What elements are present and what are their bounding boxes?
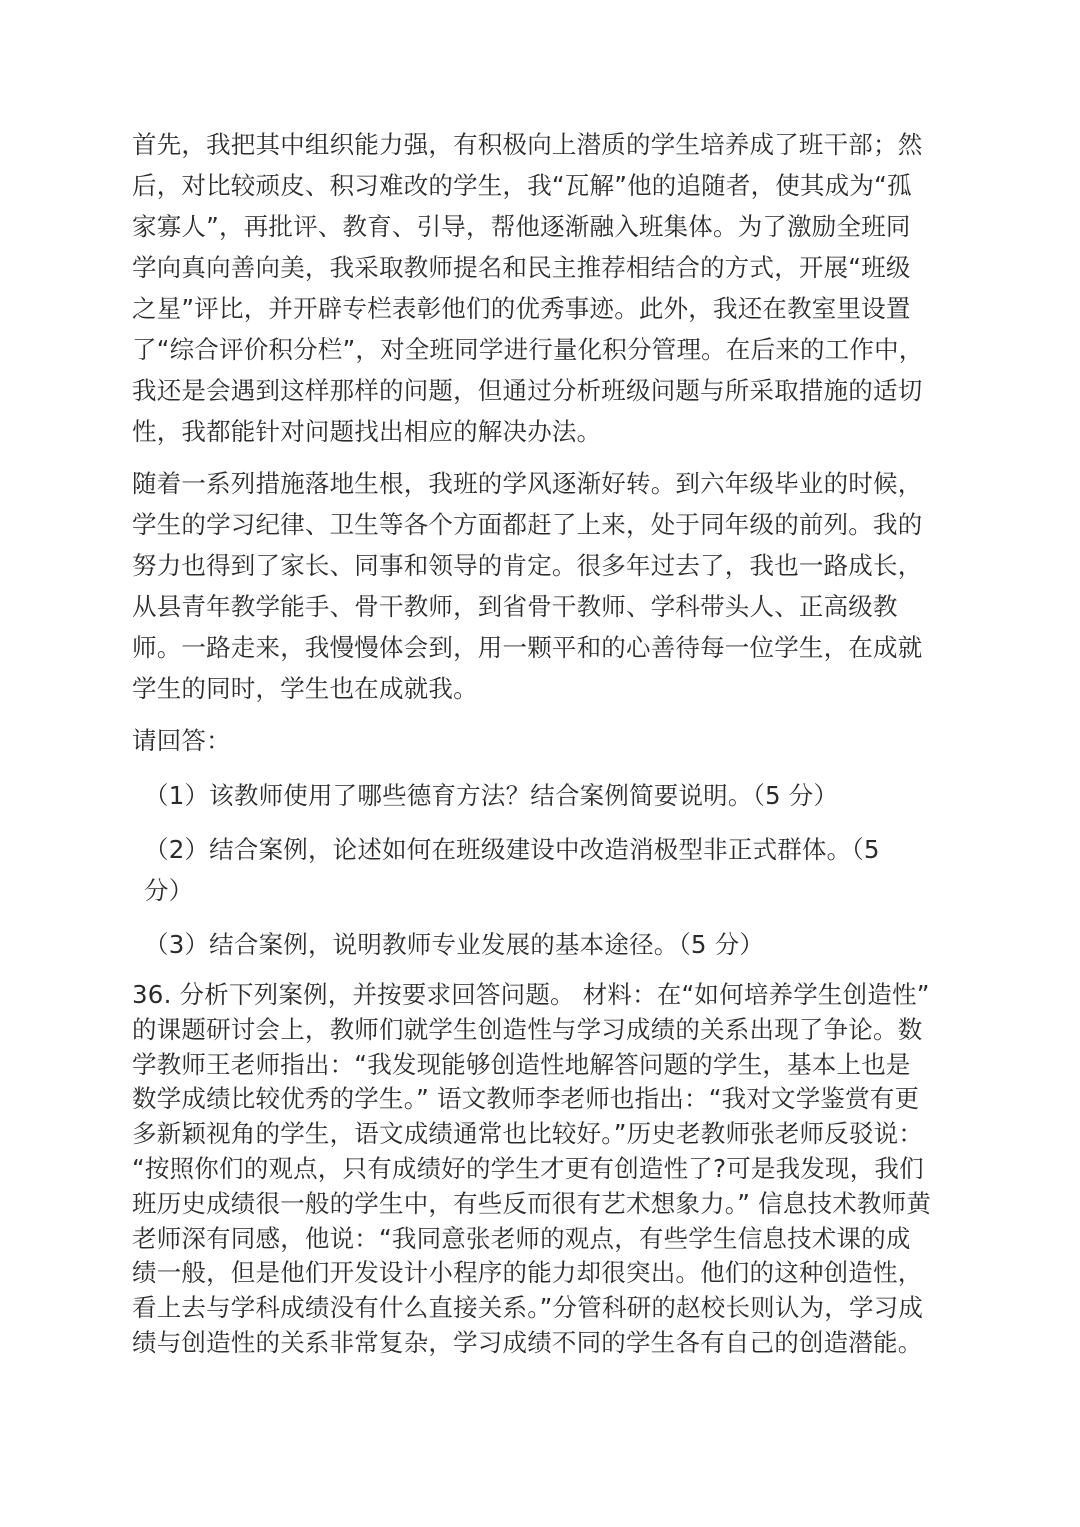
question-3: （3）结合案例，说明教师专业发展的基本途径。（5 分） bbox=[144, 930, 765, 959]
question-2: （2）结合案例，论述如何在班级建设中改造消极型非正式群体。（5 分） bbox=[144, 835, 880, 905]
answer-prompt: 请回答： bbox=[132, 726, 231, 755]
document-body bbox=[132, 124, 952, 1385]
paragraph-results: 随着一系列措施落地生根，我班的学风逐渐好转。到六年级毕业的时候， 学生的学习纪律、卫生等各个方面都赶了上来，处于同年级的前列。我的 努力也得到了家长、同事和领导的肯定。很多年过去了，我也一路成长， 从县青年教学能手、骨干教师，到省骨干教师、学科带头人、正高级教 师。一路走来，我慢慢体会到，用一颗平和的心善待每一位学生，在成就 学生的同时，学生也在成就我。 bbox=[132, 469, 923, 703]
question-1: （1）该教师使用了哪些德育方法？结合案例简要说明。（5 分） bbox=[144, 781, 839, 810]
paragraph-class-measures: 首先，我把其中组织能力强，有积极向上潜质的学生培养成了班干部；然 后，对比较顽皮、积习难改的学生，我“瓦解”他的追随者，使其成为“孤 家寡人”，再批评、教育、引导，帮他逐渐融入班集体。为了激励全班同 学向真向善向美，我采取教师提名和民主推荐相结合的方式，开展“班级 之星”评比，并开辟专栏表彰他们的优秀事迹。此外，我还在教室里设置 了“综合评价积分栏”，对全班同学进行量化积分管理。在后来的工作中， 我还是会遇到这样那样的问题，但通过分析班级问题与所采取措施的适切 性，我都能针对问题找出相应的解决办法。 bbox=[132, 130, 924, 446]
question-36-case-material: 36. 分析下列案例，并按要求回答问题。 材料：在“如何培养学生创造性” 的课题研讨会上，教师们就学生创造性与学习成绩的关系出现了争论。数 学教师王老师指出：“我发现能够创造性地解答问题的学生，基本上也是 数学成绩比较优秀的学生。” 语文教师李老师也指出：“我对文学鉴赏有更 多新颖视角的学生，语文成绩通常也比较好。”历史老教师张老师反驳说： “按照你们的观点，只有成绩好的学生才更有创造性了?可是我发现，我们 班历史成绩很一般的学生中，有些反而很有艺术想象力。” 信息技术教师黄 老师深有同感，他说：“我同意张老师的观点，有些学生信息技术课的成 绩一般，但是他们开发设计小程序的能力却很突出。他们的这种创造性， 看上去与学科成绩没有什么直接关系。”分管科研的赵校长则认为，学习成 绩与创造性的关系非常复杂，学习成绩不同的学生各有自己的创造潜能。 bbox=[132, 980, 932, 1357]
